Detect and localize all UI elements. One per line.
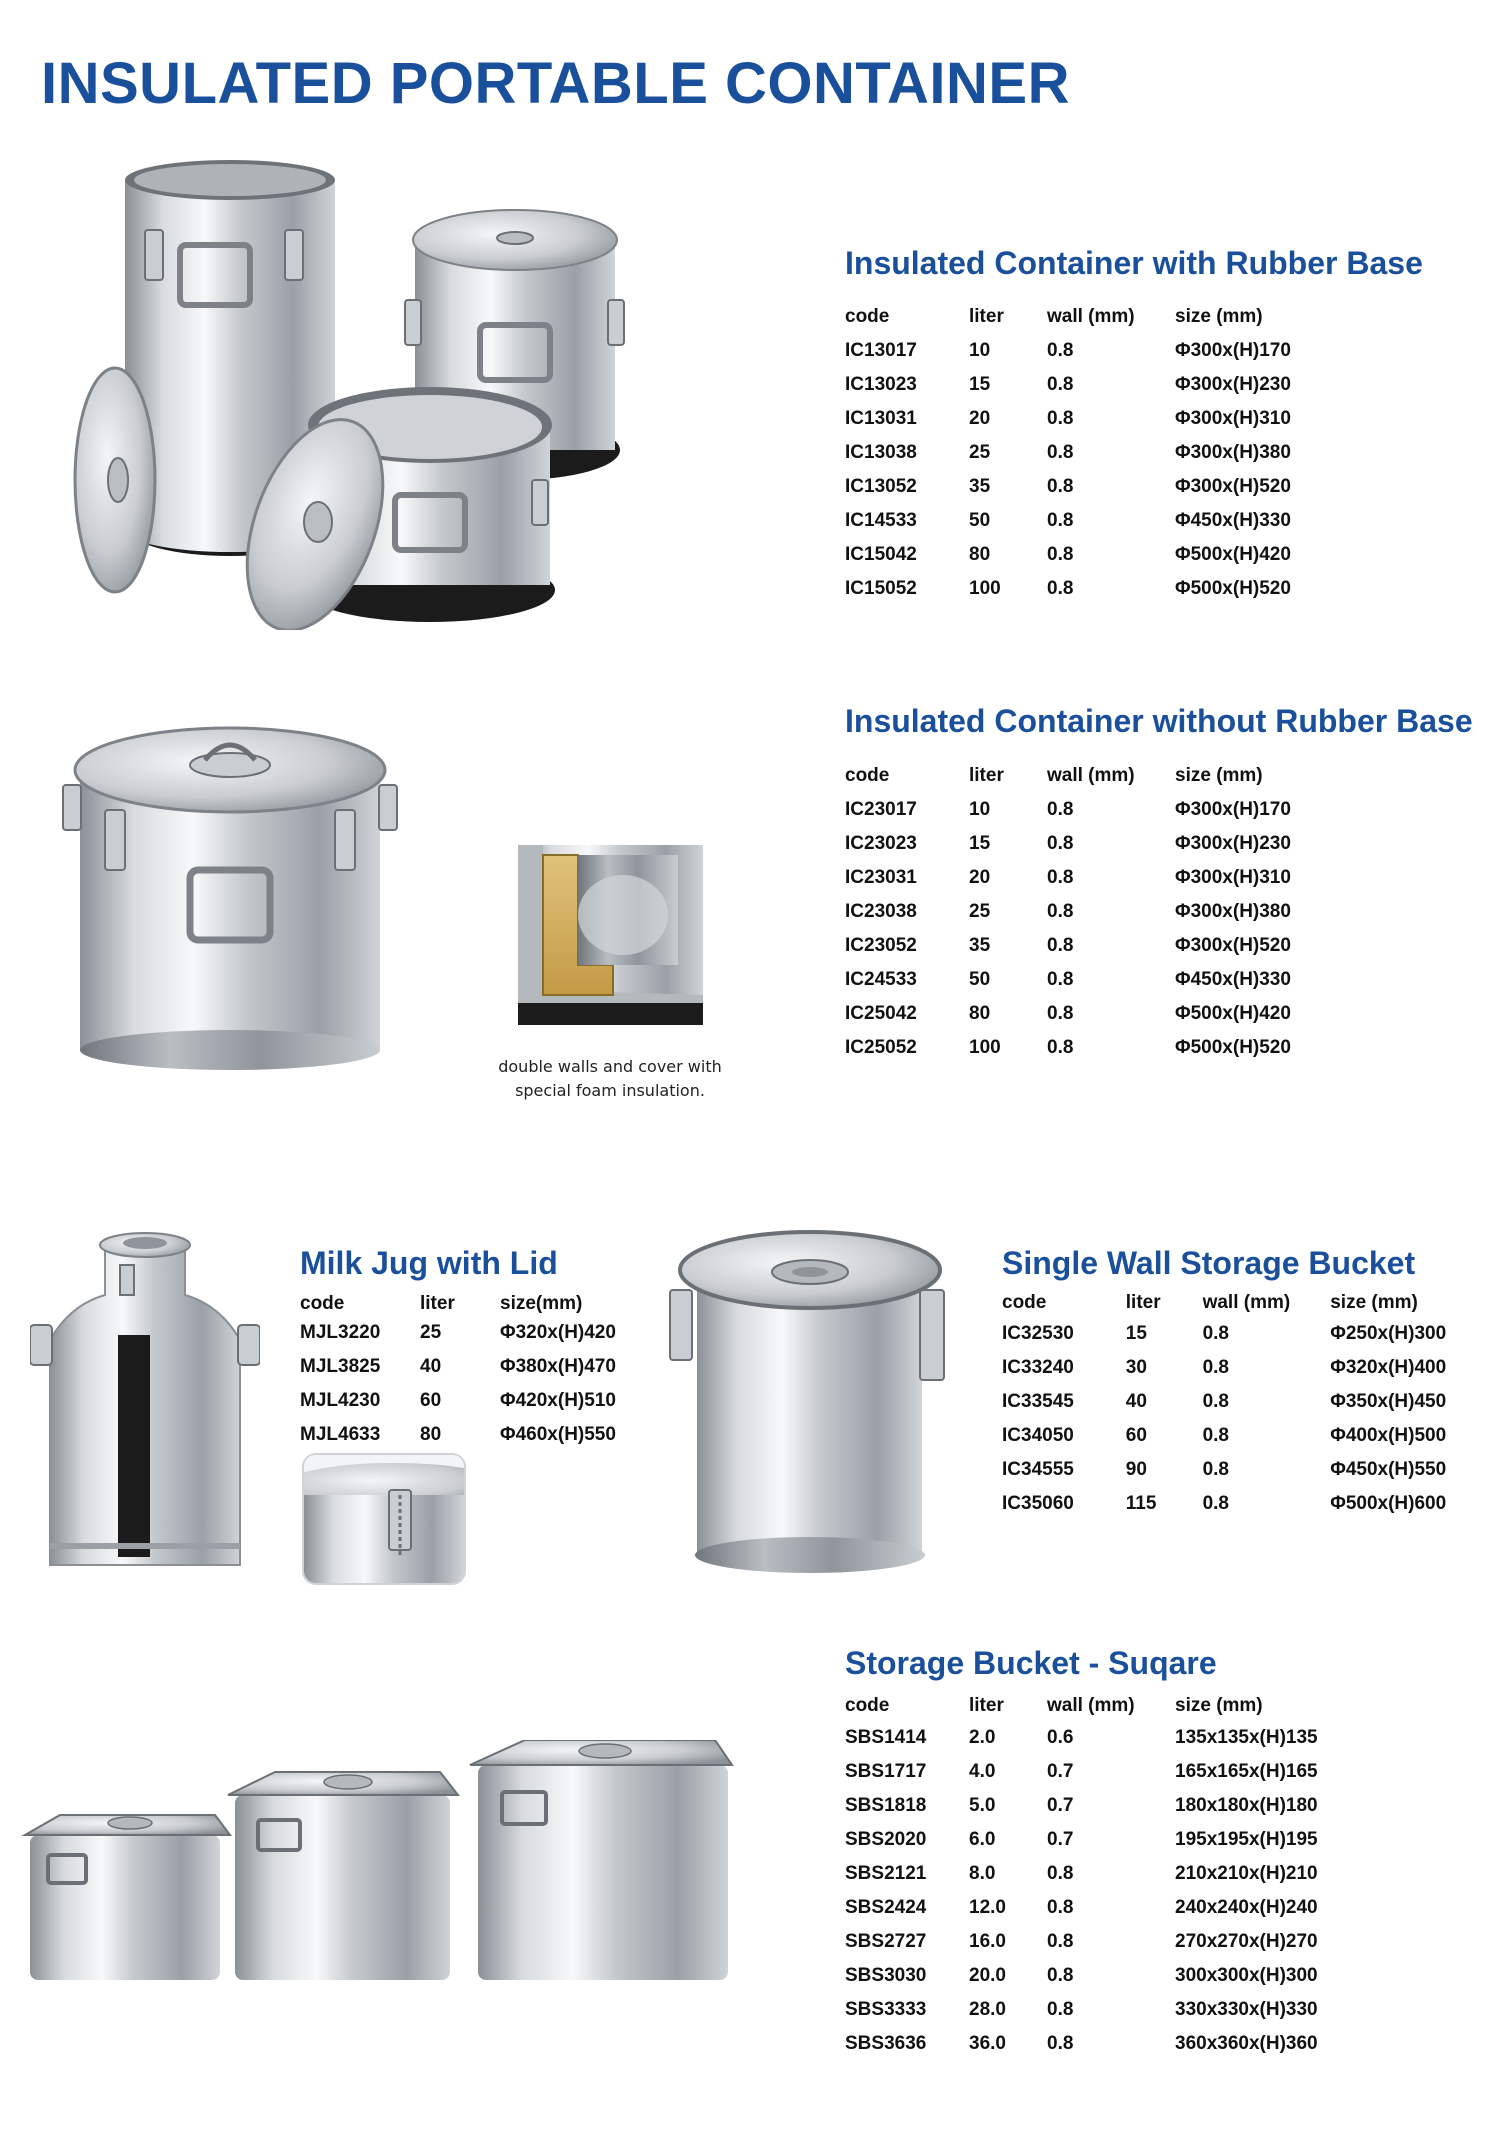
cell-wall: 0.8 xyxy=(1047,2033,1074,2054)
cell-wall: 0.8 xyxy=(1202,1493,1229,1514)
section-title-milk-jug: Milk Jug with Lid xyxy=(300,1245,558,1281)
cell-code: IC23017 xyxy=(845,799,917,820)
rubber-base-containers-image xyxy=(60,150,640,630)
cell-code: SBS3333 xyxy=(845,1999,927,2020)
cell-size: 300x300x(H)300 xyxy=(1175,1965,1318,1986)
cell-code: IC33240 xyxy=(1002,1357,1074,1378)
cell-size: Φ300x(H)310 xyxy=(1175,408,1291,429)
table-header-row xyxy=(300,1292,680,1316)
cell-liter: 60 xyxy=(420,1390,442,1411)
cell-code: IC35060 xyxy=(1002,1493,1074,1514)
cell-size: 135x135x(H)135 xyxy=(1175,1727,1318,1748)
cell-code: IC23023 xyxy=(845,833,917,854)
cell-code: MJL3220 xyxy=(300,1322,381,1343)
cell-size: Φ300x(H)230 xyxy=(1175,833,1291,854)
table-row xyxy=(845,1755,1375,1789)
cell-liter: 40 xyxy=(420,1356,442,1377)
cell-liter: 10 xyxy=(969,340,991,361)
insulation-cross-section-image xyxy=(518,845,703,1025)
cell-wall: 0.8 xyxy=(1047,833,1074,854)
table-row xyxy=(845,504,1375,538)
cell-liter: 20 xyxy=(969,408,991,429)
header-wall: wall (mm) xyxy=(1047,1695,1135,1716)
cell-code: SBS2424 xyxy=(845,1897,927,1918)
table-row xyxy=(1002,1385,1500,1419)
cell-size: Φ500x(H)420 xyxy=(1175,544,1291,565)
cell-wall: 0.8 xyxy=(1047,935,1074,956)
cell-liter: 36.0 xyxy=(969,2033,1006,2054)
spec-table-single-wall-bucket xyxy=(1002,1289,1500,1521)
cell-code: IC32530 xyxy=(1002,1323,1074,1344)
page-title: INSULATED PORTABLE CONTAINER xyxy=(41,51,1070,116)
cell-wall: 0.6 xyxy=(1047,1727,1074,1748)
spec-table-no-rubber-base xyxy=(845,759,1375,1065)
cell-code: IC24533 xyxy=(845,969,917,990)
cell-size: Φ320x(H)400 xyxy=(1330,1357,1447,1378)
cell-code: SBS1717 xyxy=(845,1761,927,1782)
cell-liter: 35 xyxy=(969,476,991,497)
table-row xyxy=(845,402,1375,436)
milk-jug-image xyxy=(30,1225,260,1585)
cell-wall: 0.8 xyxy=(1047,544,1074,565)
spec-table-rubber-base xyxy=(845,300,1375,606)
section-title-no-rubber-base: Insulated Container without Rubber Base xyxy=(845,703,1473,739)
cell-wall: 0.8 xyxy=(1202,1425,1229,1446)
cell-liter: 25 xyxy=(969,901,991,922)
cell-code: SBS1414 xyxy=(845,1727,927,1748)
cell-size: Φ300x(H)170 xyxy=(1175,799,1291,820)
table-row xyxy=(1002,1351,1500,1385)
cell-code: IC34050 xyxy=(1002,1425,1074,1446)
cell-code: IC13031 xyxy=(845,408,917,429)
table-row xyxy=(1002,1317,1500,1351)
cell-wall: 0.7 xyxy=(1047,1761,1074,1782)
table-row xyxy=(845,368,1375,402)
cell-code: IC23031 xyxy=(845,867,917,888)
cell-code: SBS2020 xyxy=(845,1829,927,1850)
cell-code: IC13038 xyxy=(845,442,917,463)
cell-liter: 30 xyxy=(1125,1357,1147,1378)
cell-liter: 8.0 xyxy=(969,1863,996,1884)
cell-liter: 50 xyxy=(969,969,991,990)
cell-size: Φ500x(H)520 xyxy=(1175,578,1291,599)
cell-size: 270x270x(H)270 xyxy=(1175,1931,1318,1952)
cell-size: Φ500x(H)520 xyxy=(1175,1037,1291,1058)
spec-table-square-bucket xyxy=(845,1691,1375,2061)
insulation-caption xyxy=(480,1055,740,1103)
cell-code: MJL3825 xyxy=(300,1356,381,1377)
cell-liter: 15 xyxy=(969,374,991,395)
header-liter: liter xyxy=(1125,1292,1161,1313)
cell-wall: 0.8 xyxy=(1047,408,1074,429)
cell-size: Φ450x(H)550 xyxy=(1330,1459,1447,1480)
section-title-rubber-base: Insulated Container with Rubber Base xyxy=(845,245,1423,281)
header-liter: liter xyxy=(969,765,1004,786)
cell-liter: 6.0 xyxy=(969,1829,996,1850)
caption-line-2: special foam insulation. xyxy=(515,1081,705,1100)
header-wall: wall (mm) xyxy=(1047,306,1135,327)
header-size: size (mm) xyxy=(1175,306,1263,327)
cell-size: 165x165x(H)165 xyxy=(1175,1761,1318,1782)
table-row xyxy=(1002,1419,1500,1453)
cell-code: SBS1818 xyxy=(845,1795,927,1816)
cell-code: SBS2121 xyxy=(845,1863,927,1884)
header-wall: wall (mm) xyxy=(1047,765,1135,786)
cell-size: Φ300x(H)520 xyxy=(1175,935,1291,956)
cell-wall: 0.8 xyxy=(1047,1003,1074,1024)
table-row xyxy=(845,1993,1375,2027)
cell-liter: 4.0 xyxy=(969,1761,996,1782)
table-row xyxy=(845,572,1375,606)
cell-size: Φ250x(H)300 xyxy=(1330,1323,1447,1344)
table-row xyxy=(300,1350,680,1384)
cell-liter: 35 xyxy=(969,935,991,956)
cell-wall: 0.8 xyxy=(1047,476,1074,497)
cell-wall: 0.8 xyxy=(1047,1965,1074,1986)
cell-code: IC23038 xyxy=(845,901,917,922)
table-row xyxy=(845,1721,1375,1755)
header-code: code xyxy=(845,765,890,786)
cell-wall: 0.8 xyxy=(1047,1897,1074,1918)
header-liter: liter xyxy=(969,306,1004,327)
cell-liter: 25 xyxy=(420,1322,442,1343)
table-row xyxy=(845,963,1375,997)
cell-liter: 80 xyxy=(969,1003,991,1024)
cell-wall: 0.7 xyxy=(1047,1829,1074,1850)
table-row xyxy=(845,997,1375,1031)
header-wall: wall (mm) xyxy=(1202,1292,1291,1313)
square-buckets-image xyxy=(20,1740,740,1985)
section-title-single-wall-bucket: Single Wall Storage Bucket xyxy=(1002,1245,1416,1281)
cell-wall: 0.8 xyxy=(1202,1323,1229,1344)
cell-liter: 2.0 xyxy=(969,1727,996,1748)
cell-wall: 0.8 xyxy=(1047,340,1074,361)
header-code: code xyxy=(845,306,890,327)
table-row xyxy=(1002,1487,1500,1521)
cell-liter: 15 xyxy=(1125,1323,1147,1344)
cell-code: IC34555 xyxy=(1002,1459,1074,1480)
cell-wall: 0.7 xyxy=(1047,1795,1074,1816)
header-liter: liter xyxy=(420,1293,455,1314)
cell-liter: 60 xyxy=(1125,1425,1147,1446)
cell-size: 360x360x(H)360 xyxy=(1175,2033,1318,2054)
table-header-row xyxy=(1002,1289,1500,1317)
cell-code: SBS2727 xyxy=(845,1931,927,1952)
header-size: size (mm) xyxy=(1175,1695,1263,1716)
cell-size: Φ420x(H)510 xyxy=(500,1390,616,1411)
header-code: code xyxy=(300,1293,345,1314)
header-code: code xyxy=(1002,1292,1047,1313)
table-row xyxy=(300,1316,680,1350)
cell-size: Φ300x(H)380 xyxy=(1175,901,1291,922)
header-liter: liter xyxy=(969,1695,1004,1716)
cell-wall: 0.8 xyxy=(1047,374,1074,395)
table-row xyxy=(845,929,1375,963)
table-row xyxy=(845,1031,1375,1065)
cell-wall: 0.8 xyxy=(1202,1459,1229,1480)
cell-code: IC33545 xyxy=(1002,1391,1074,1412)
table-row xyxy=(845,827,1375,861)
cell-liter: 15 xyxy=(969,833,991,854)
cell-liter: 16.0 xyxy=(969,1931,1006,1952)
cell-wall: 0.8 xyxy=(1047,578,1074,599)
table-row xyxy=(845,793,1375,827)
cell-wall: 0.8 xyxy=(1047,442,1074,463)
cell-liter: 5.0 xyxy=(969,1795,996,1816)
header-code: code xyxy=(845,1695,890,1716)
header-size: size(mm) xyxy=(500,1293,583,1314)
cell-wall: 0.8 xyxy=(1047,799,1074,820)
cell-wall: 0.8 xyxy=(1047,1931,1074,1952)
cell-code: IC13023 xyxy=(845,374,917,395)
no-rubber-base-container-image xyxy=(55,715,405,1075)
caption-line-1: double walls and cover with xyxy=(498,1057,722,1076)
cell-size: 210x210x(H)210 xyxy=(1175,1863,1318,1884)
table-row xyxy=(845,436,1375,470)
cell-liter: 90 xyxy=(1125,1459,1147,1480)
table-row xyxy=(845,1925,1375,1959)
cell-size: Φ450x(H)330 xyxy=(1175,969,1291,990)
cell-liter: 100 xyxy=(969,1037,1001,1058)
table-row xyxy=(300,1384,680,1418)
cell-size: Φ300x(H)170 xyxy=(1175,340,1291,361)
cell-liter: 80 xyxy=(969,544,991,565)
table-row xyxy=(845,1891,1375,1925)
cell-size: 240x240x(H)240 xyxy=(1175,1897,1318,1918)
cell-size: Φ300x(H)520 xyxy=(1175,476,1291,497)
cell-size: Φ380x(H)470 xyxy=(500,1356,616,1377)
table-header-row xyxy=(845,759,1375,793)
table-row xyxy=(845,861,1375,895)
cell-wall: 0.8 xyxy=(1047,1037,1074,1058)
table-row xyxy=(845,2027,1375,2061)
table-row xyxy=(845,1857,1375,1891)
table-row xyxy=(300,1418,680,1452)
section-title-square-bucket: Storage Bucket - Suqare xyxy=(845,1645,1217,1681)
cell-code: IC15052 xyxy=(845,578,917,599)
milk-jug-latch-detail-image xyxy=(302,1453,466,1585)
table-header-row xyxy=(845,300,1375,334)
cell-size: Φ350x(H)450 xyxy=(1330,1391,1447,1412)
cell-size: Φ320x(H)420 xyxy=(500,1322,616,1343)
cell-code: IC25042 xyxy=(845,1003,917,1024)
cell-code: IC25052 xyxy=(845,1037,917,1058)
cell-liter: 40 xyxy=(1125,1391,1147,1412)
cell-code: IC23052 xyxy=(845,935,917,956)
cell-code: SBS3030 xyxy=(845,1965,927,1986)
table-row xyxy=(845,470,1375,504)
header-size: size (mm) xyxy=(1175,765,1263,786)
cell-liter: 20 xyxy=(969,867,991,888)
cell-size: Φ300x(H)310 xyxy=(1175,867,1291,888)
cell-size: 180x180x(H)180 xyxy=(1175,1795,1318,1816)
cell-wall: 0.8 xyxy=(1047,1999,1074,2020)
cell-liter: 10 xyxy=(969,799,991,820)
table-row xyxy=(845,1823,1375,1857)
table-row xyxy=(845,334,1375,368)
table-row xyxy=(845,1959,1375,1993)
cell-wall: 0.8 xyxy=(1047,969,1074,990)
cell-liter: 50 xyxy=(969,510,991,531)
cell-size: 195x195x(H)195 xyxy=(1175,1829,1318,1850)
cell-liter: 25 xyxy=(969,442,991,463)
cell-size: 330x330x(H)330 xyxy=(1175,1999,1318,2020)
single-wall-bucket-image xyxy=(665,1230,950,1575)
cell-wall: 0.8 xyxy=(1047,1863,1074,1884)
table-row xyxy=(845,895,1375,929)
cell-liter: 12.0 xyxy=(969,1897,1006,1918)
table-row xyxy=(1002,1453,1500,1487)
cell-wall: 0.8 xyxy=(1202,1391,1229,1412)
cell-liter: 20.0 xyxy=(969,1965,1006,1986)
spec-table-milk-jug xyxy=(300,1292,680,1452)
cell-code: IC13017 xyxy=(845,340,917,361)
cell-wall: 0.8 xyxy=(1047,510,1074,531)
header-size: size (mm) xyxy=(1330,1292,1418,1313)
cell-code: MJL4633 xyxy=(300,1424,381,1445)
cell-code: MJL4230 xyxy=(300,1390,381,1411)
cell-size: Φ450x(H)330 xyxy=(1175,510,1291,531)
cell-code: IC14533 xyxy=(845,510,917,531)
table-header-row xyxy=(845,1691,1375,1721)
table-row xyxy=(845,538,1375,572)
cell-liter: 28.0 xyxy=(969,1999,1006,2020)
cell-size: Φ400x(H)500 xyxy=(1330,1425,1447,1446)
cell-size: Φ500x(H)600 xyxy=(1330,1493,1447,1514)
cell-size: Φ300x(H)380 xyxy=(1175,442,1291,463)
cell-liter: 115 xyxy=(1125,1493,1157,1514)
cell-code: SBS3636 xyxy=(845,2033,927,2054)
cell-liter: 100 xyxy=(969,578,1001,599)
cell-size: Φ460x(H)550 xyxy=(500,1424,616,1445)
cell-code: IC15042 xyxy=(845,544,917,565)
cell-code: IC13052 xyxy=(845,476,917,497)
cell-size: Φ500x(H)420 xyxy=(1175,1003,1291,1024)
cell-wall: 0.8 xyxy=(1047,867,1074,888)
cell-size: Φ300x(H)230 xyxy=(1175,374,1291,395)
cell-liter: 80 xyxy=(420,1424,442,1445)
table-row xyxy=(845,1789,1375,1823)
cell-wall: 0.8 xyxy=(1202,1357,1229,1378)
cell-wall: 0.8 xyxy=(1047,901,1074,922)
